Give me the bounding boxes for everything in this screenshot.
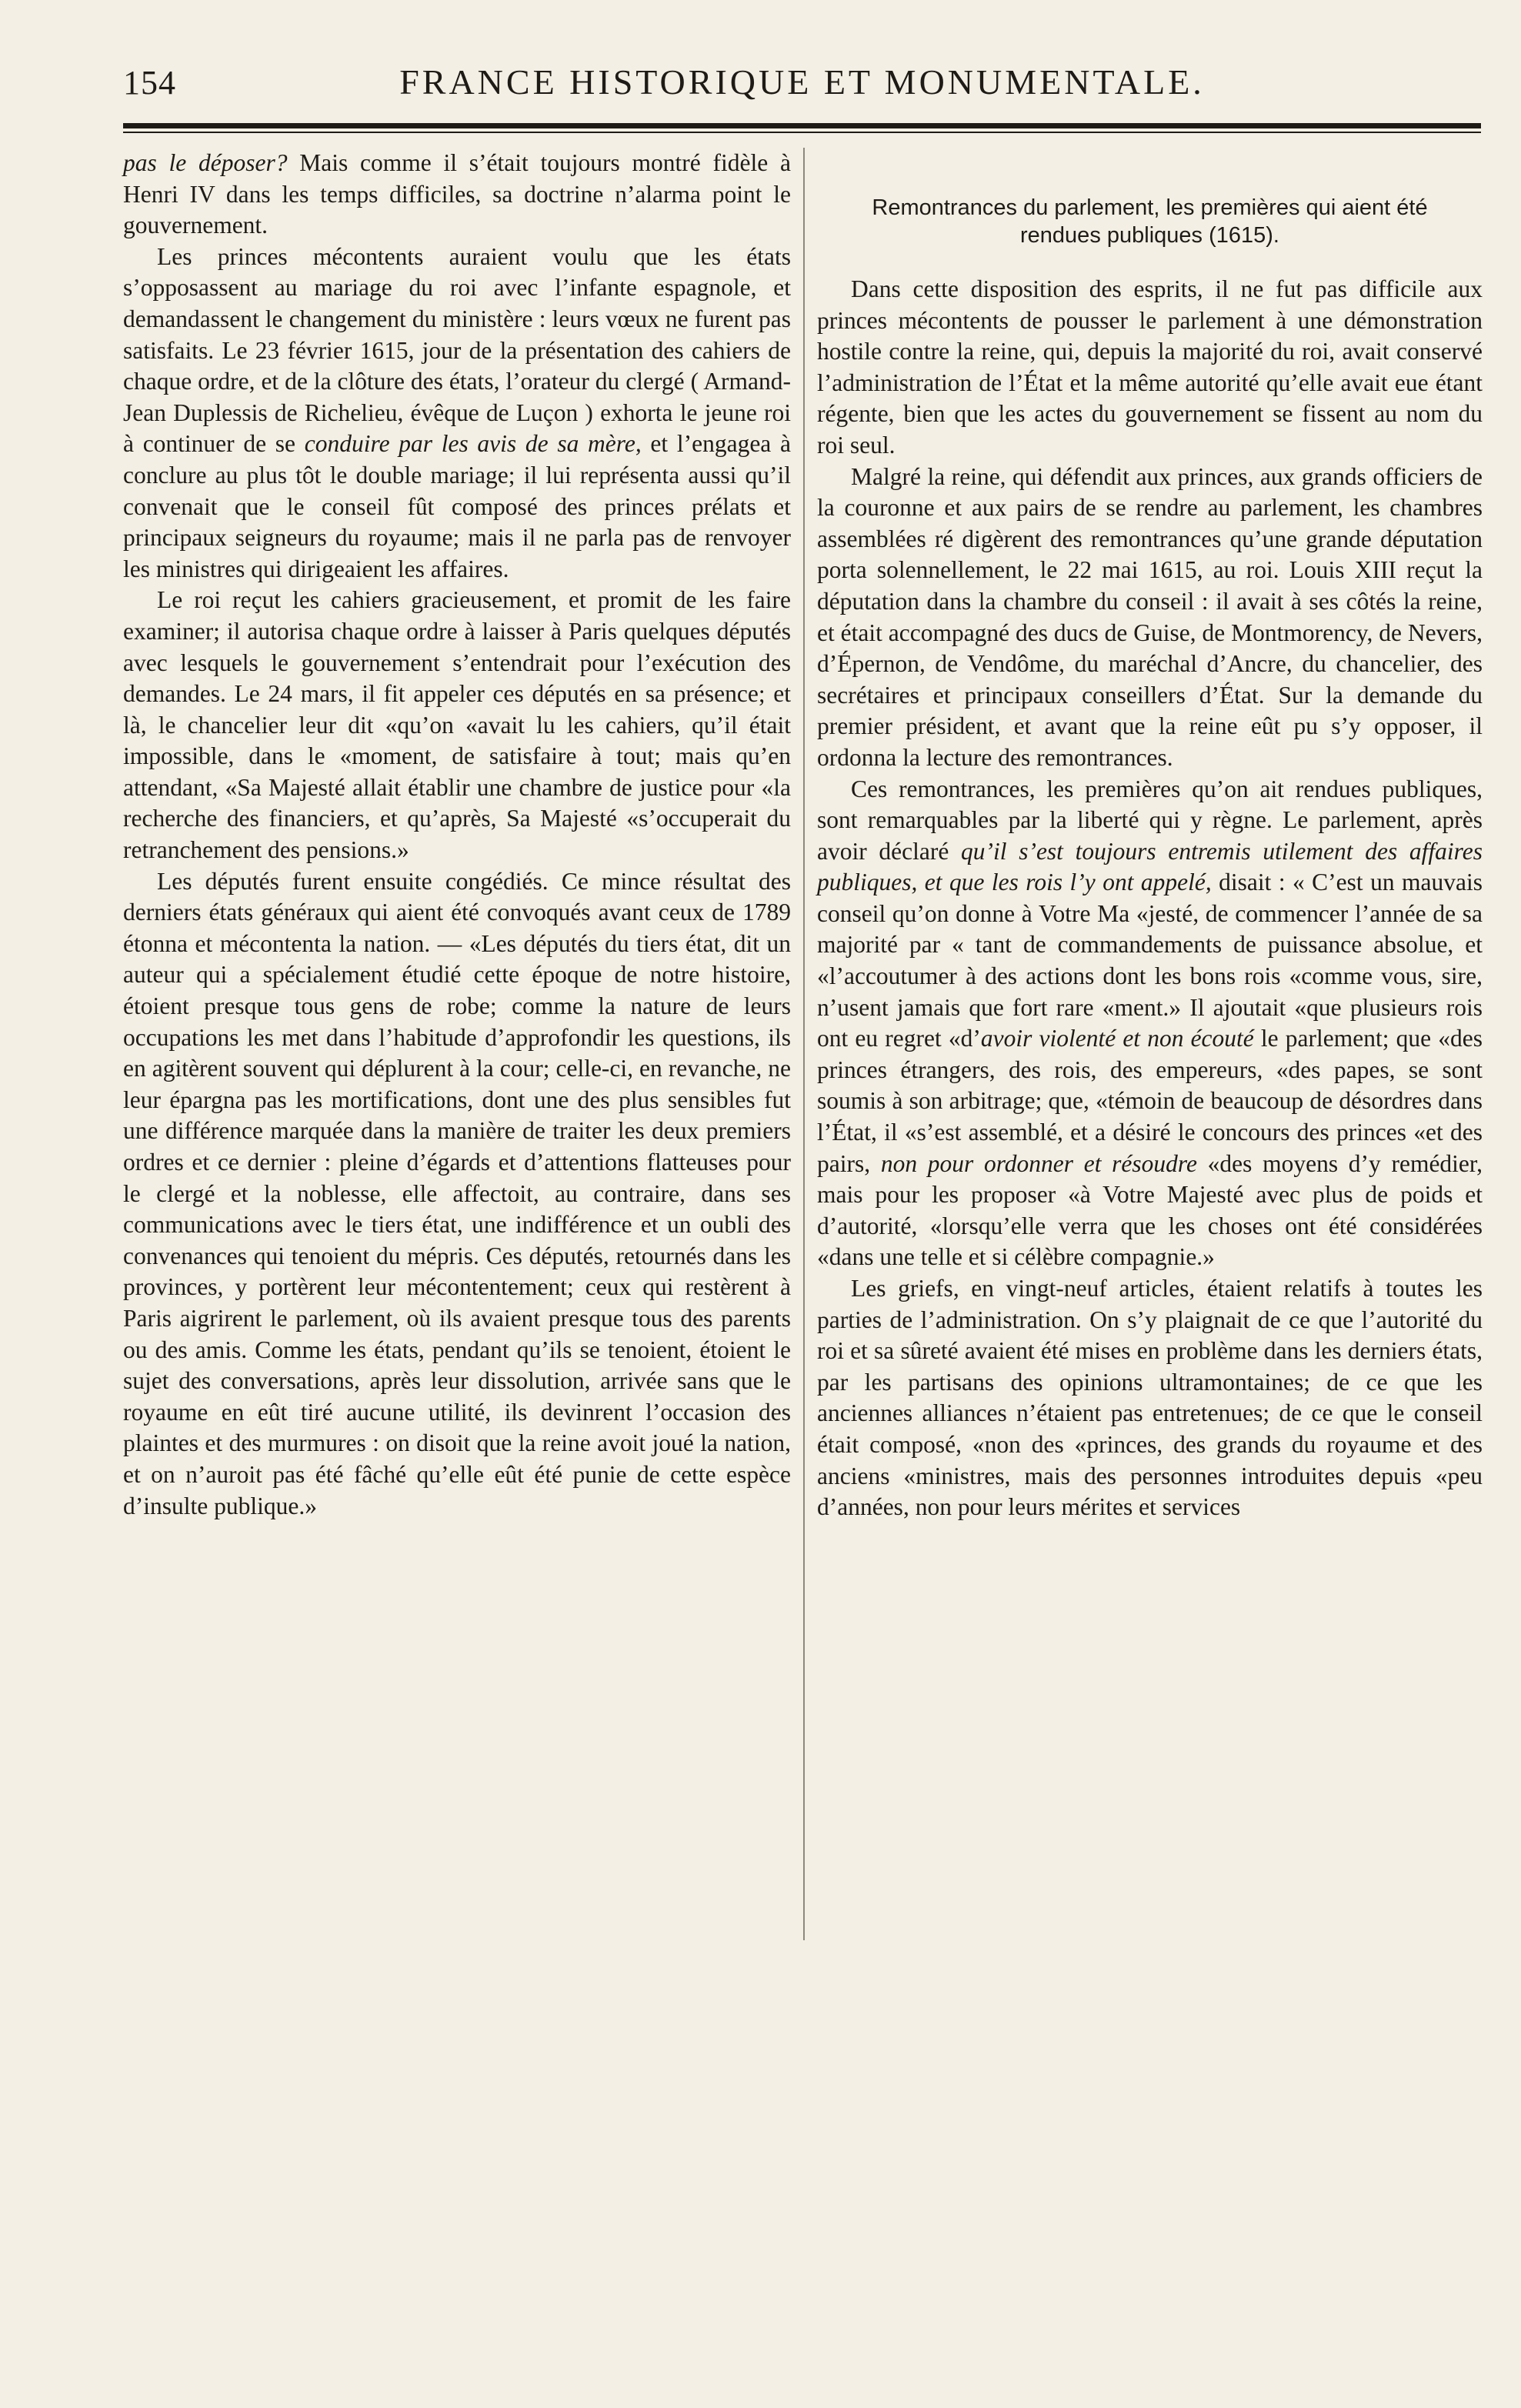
paragraph-text: Ces remontrances, les premières qu’on ait rendues publiques, sont remarquables par la liberté qui y règne. Le parlement, après avoir déclaré	[817, 775, 1483, 865]
paragraph: Les députés furent ensuite congédiés. Ce mince résultat des derniers états généraux qui aient été convoqués avant ceux de 1789 étonna et mécontenta la nation. — «Les députés du tiers état, dit un auteur qui a spécialement étudié cette époque de notre histoire, étoient presque tous gens de robe; comme la nature de leurs occupations les met dans l’habitude d’approfondir les questions, ils en agitèrent souvent qui déplurent à la cour; celle-ci, en revanche, ne leur épargna pas les mortifications, dont une des plus sensibles fut une différence marquée dans la manière de traiter les deux premiers ordres et ce dernier : pleine d’égards et d’attentions flatteuses pour le clergé et la noblesse, elle affectoit, au contraire, dans ses communications avec le tiers état, une indifférence et un oubli des convenances qui tenoient du mépris. Ces députés, retournés dans les provinces, y portèrent leur mécontentement; ceux qui restèrent à Paris aigrirent le parlement, où ils avaient presque tous des parents ou des amis. Comme les états, pendant qu’ils se tenoient, étoient le sujet des conversations, après leur dissolution, arrivée sans que le royaume en eût tiré aucune utilité, ils devinrent l’occasion des plaintes et des murmures : on disoit que la reine avoit joué la nation, et on n’auroit pas été fâché qu’elle eût été punie de cette espèce d’insulte publique.»	[123, 867, 791, 1519]
paragraph-text: disait : « C’est un mauvais conseil qu’on donne à Votre Ma «jesté, de commencer l’année de sa majorité par « tant de commandements de puissance absolue, et «l’accoutumer à des actions dont les bons rois «comme vous, sire, n’usent jamais que fort rare «ment.» Il ajoutait «que plusieurs rois ont eu regret «d’	[817, 869, 1483, 1052]
paragraph: Dans cette disposition des esprits, il ne fut pas difficile aux princes mécontents de pousser le parlement à une démonstration hostile contre la reine, qui, depuis la majorité du roi, avait conservé l’administration de l’État et la même autorité qu’elle avait eue étant régente, bien que les actes du gouvernement se fissent au nom du roi seul.	[817, 275, 1483, 459]
page-header	[123, 40, 1481, 102]
paragraph: Le roi reçut les cahiers gracieusement, et promit de les faire examiner; il autorisa chaque ordre à laisser à Paris quelques députés avec lesquels le gouvernement s’entendrait pour l’exécution des demandes. Le 24 mars, il fit appeler ces députés en sa présence; et là, le chancelier leur dit «qu’on «avait lu les cahiers, qu’il était impossible, dans le «moment, de satisfaire à tout; mais qu’en attendant, «Sa Majesté allait établir une chambre de justice pour «la recherche des financiers, et qu’après, Sa Majesté «s’occuperait du retranchement des pensions.»	[123, 586, 791, 864]
italic-text: non pour ordonner et résoudre	[880, 1149, 1197, 1177]
column-divider	[803, 148, 805, 1940]
italic-text: conduire par les avis de sa mère,	[304, 430, 642, 458]
italic-text: avoir violenté et non écouté	[980, 1025, 1254, 1052]
running-title: FRANCE HISTORIQUE ET MONUMENTALE.	[399, 62, 1205, 102]
paragraph: Les griefs, en vingt-neuf articles, étaient relatifs à toutes les parties de l’administration. On s’y plaignait de ce que l’autorité du roi et sa sûreté avaient été mises en problème dans les derniers états, par les partisans des opinions ultramontaines; de ce que les anciennes alliances n’étaient pas entretenues; de ce que le conseil était composé, «non des «princes, des grands du royaume et des anciens «ministres, mais des personnes introduites depuis «peu d’années, non pour leurs mérites et services	[817, 1275, 1483, 1521]
right-column	[817, 148, 1483, 1523]
paragraph-text: «des moyens d’y remédier, mais pour les proposer «à Votre Majesté avec plus de poids et d’autorité, «lorsqu’elle verra que les choses ont été considérées «dans une telle et si célèbre compagnie.»	[817, 1149, 1483, 1271]
italic-text: qu’il s’est toujours entremis utilement des affaires publiques, et que les rois l’y ont appelé,	[817, 837, 1483, 896]
paragraph	[123, 242, 791, 585]
paragraph-text: Les princes mécontents auraient voulu que les états s’opposassent au mariage du roi avec l’infante espagnole, et demandassent le changement du ministère : leurs vœux ne furent pas satisfaits. Le 23 février 1615, jour de la présentation des cahiers de chaque ordre, et de la clôture des états, l’orateur du clergé ( Armand-Jean Duplessis de Richelieu, évêque de Luçon ) exhorta le jeune roi à continuer de se	[123, 242, 791, 458]
section-heading: Remontrances du parlement, les premières qui aient été rendues publiques (1615).	[872, 195, 1428, 248]
paragraph	[123, 148, 791, 242]
page-number: 154	[123, 64, 176, 102]
header-rule-thin	[123, 132, 1481, 133]
paragraph-text: le parlement; que «des princes étrangers, des rois, des empereurs, «des papes, se sont soumis à son arbitrage; que, «témoin de beaucoup de désordres dans l’État, il «s’est assemblé, et a désiré le concours des princes «et des pairs,	[817, 1025, 1483, 1177]
paragraph	[817, 774, 1483, 1274]
left-column	[123, 148, 791, 1522]
italic-text: pas le déposer?	[123, 149, 288, 176]
paragraph-text: Mais comme il s’était toujours montré fidèle à Henri IV dans les temps difficiles, sa doctrine n’alarma point le gouvernement.	[123, 149, 791, 239]
header-rule-thick	[123, 123, 1481, 128]
paragraph: Malgré la reine, qui défendit aux princes, aux grands officiers de la couronne et aux pairs de se rendre au parlement, les chambres assemblées ré digèrent des remontrances qu’une grande députation porta solennellement, le 22 mai 1615, au roi. Louis XIII reçut la députation dans la chambre du conseil : il avait à ses côtés la reine, et était accompagné des ducs de Guise, de Montmorency, de Nevers, d’Épernon, de Vendôme, du maréchal d’Ancre, du chancelier, des secrétaires et principaux conseillers d’État. Sur la demande du premier président, et avant que la reine eût pu s’y opposer, il ordonna la lecture des remontrances.	[817, 462, 1483, 771]
paragraph-text: et l’engagea à conclure au plus tôt le double mariage; il lui représenta aussi qu’il convenait que le conseil fût composé des princes prélats et principaux seigneurs du royaume; mais il ne parla pas de renvoyer les ministres qui dirigeaient les affaires.	[123, 430, 791, 582]
